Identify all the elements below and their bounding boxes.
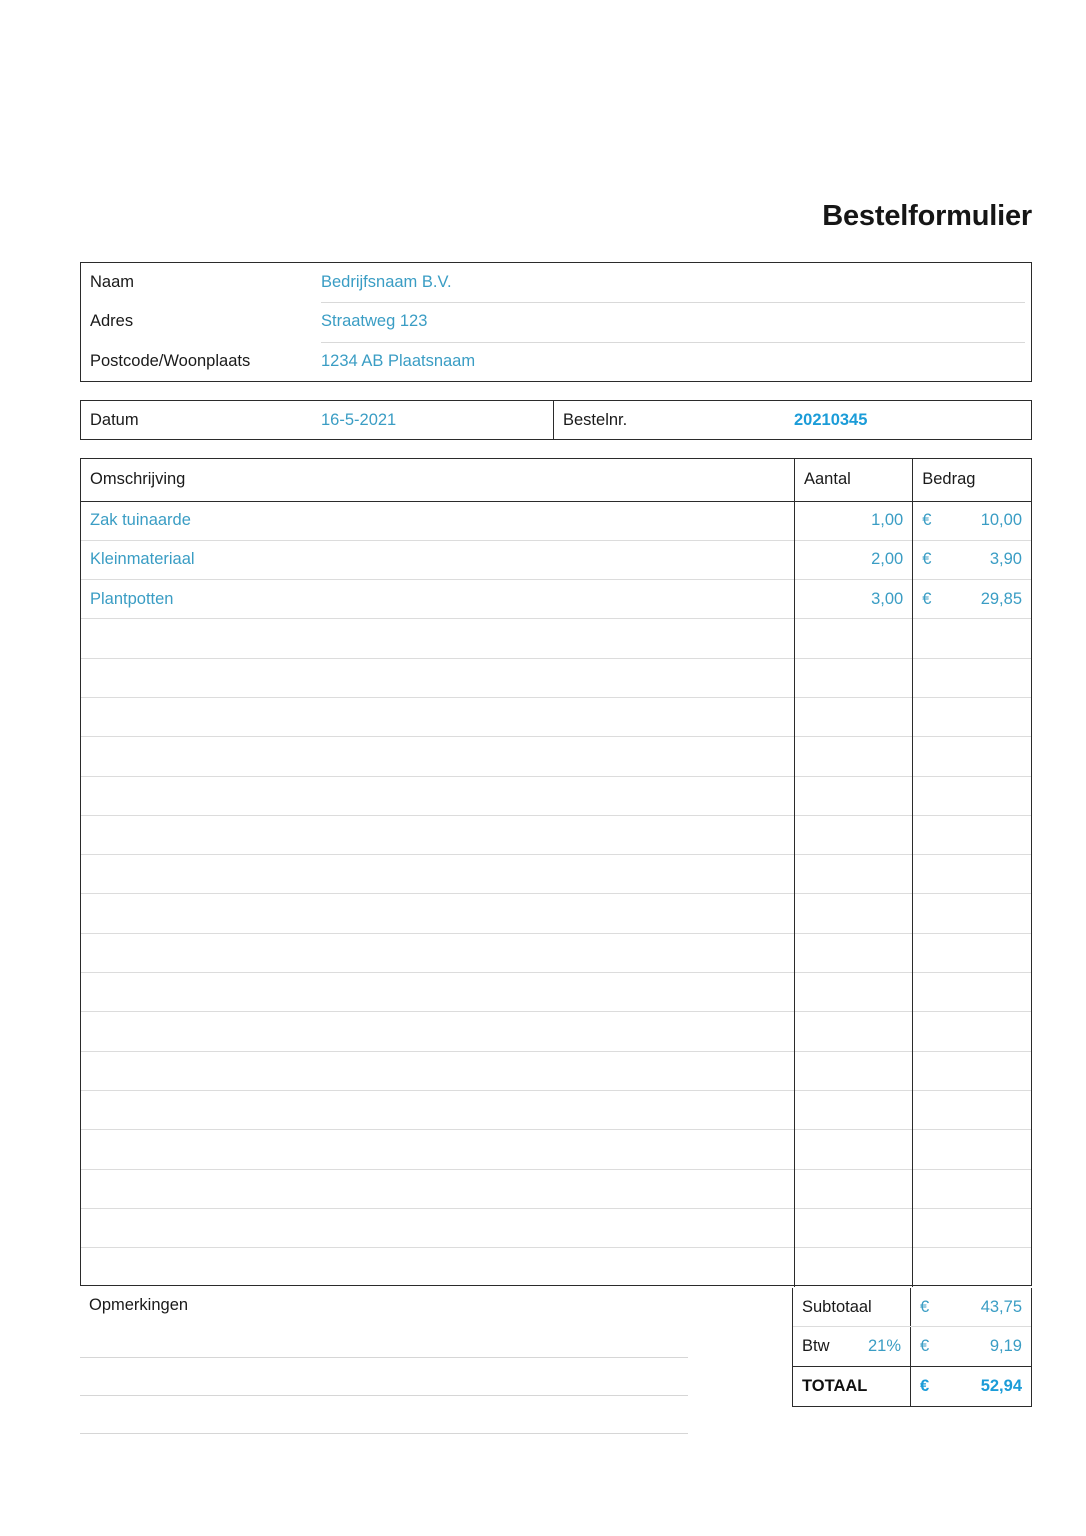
remarks-line[interactable] xyxy=(80,1358,688,1396)
empty-cell[interactable] xyxy=(913,658,1031,697)
table-row-empty[interactable] xyxy=(81,855,1031,894)
empty-cell[interactable] xyxy=(81,658,795,697)
date-cell[interactable] xyxy=(81,401,554,439)
item-description[interactable]: Kleinmateriaal xyxy=(81,540,795,579)
empty-cell[interactable] xyxy=(913,1248,1031,1287)
empty-cell[interactable] xyxy=(795,1130,913,1169)
remarks-label: Opmerkingen xyxy=(89,1296,189,1314)
table-row-empty[interactable] xyxy=(81,1248,1031,1287)
empty-cell[interactable] xyxy=(913,776,1031,815)
remarks-section xyxy=(80,1290,780,1434)
items-table-header-row xyxy=(81,459,1031,501)
remarks-line[interactable] xyxy=(80,1320,688,1358)
vat-label-cell xyxy=(793,1327,911,1365)
items-table-block xyxy=(80,458,1032,1286)
empty-cell[interactable] xyxy=(795,855,913,894)
total-label: TOTAAL xyxy=(802,1376,868,1395)
vat-rate[interactable]: 21% xyxy=(867,1336,901,1355)
item-currency: € xyxy=(922,589,932,608)
item-quantity[interactable]: 2,00 xyxy=(795,540,913,579)
page-title: Bestelformulier xyxy=(822,200,1032,232)
vat-value: 9,19 xyxy=(989,1336,1022,1355)
subtotal-label: Subtotaal xyxy=(802,1297,872,1316)
table-row-empty[interactable] xyxy=(81,1130,1031,1169)
empty-cell[interactable] xyxy=(913,619,1031,658)
table-row-empty[interactable] xyxy=(81,815,1031,854)
table-row-empty[interactable] xyxy=(81,933,1031,972)
totals-row-vat xyxy=(793,1327,1031,1366)
empty-cell[interactable] xyxy=(913,1130,1031,1169)
empty-cell[interactable] xyxy=(81,1248,795,1287)
remarks-lines[interactable] xyxy=(80,1320,780,1434)
empty-cell[interactable] xyxy=(81,737,795,776)
item-amount[interactable] xyxy=(913,501,1031,540)
empty-cell[interactable] xyxy=(795,1208,913,1247)
total-amount-cell xyxy=(911,1367,1031,1406)
empty-cell[interactable] xyxy=(913,815,1031,854)
total-currency: € xyxy=(920,1376,930,1395)
item-amount-value: 3,90 xyxy=(989,550,1022,569)
table-row-empty[interactable] xyxy=(81,1169,1031,1208)
empty-cell[interactable] xyxy=(913,1169,1031,1208)
address-label-naam: Naam xyxy=(90,273,135,292)
item-amount-value: 10,00 xyxy=(980,511,1022,530)
empty-cell[interactable] xyxy=(913,697,1031,736)
table-row-empty[interactable] xyxy=(81,658,1031,697)
totals-block xyxy=(792,1288,1032,1407)
empty-cell[interactable] xyxy=(81,973,795,1012)
address-label-postcode: Postcode/Woonplaats xyxy=(90,351,251,370)
empty-cell[interactable] xyxy=(81,855,795,894)
items-table-body xyxy=(81,501,1031,1287)
empty-cell[interactable] xyxy=(795,1248,913,1287)
empty-cell[interactable] xyxy=(795,776,913,815)
empty-cell[interactable] xyxy=(913,1090,1031,1129)
address-row-naam[interactable] xyxy=(81,263,1031,302)
empty-cell[interactable] xyxy=(913,973,1031,1012)
subtotal-label-cell xyxy=(793,1288,911,1326)
customer-address-block xyxy=(80,262,1032,382)
subtotal-value: 43,75 xyxy=(980,1297,1022,1316)
vat-currency: € xyxy=(920,1336,930,1355)
subtotal-currency: € xyxy=(920,1297,930,1316)
date-label: Datum xyxy=(90,410,139,429)
empty-cell[interactable] xyxy=(795,1012,913,1051)
empty-cell[interactable] xyxy=(81,1208,795,1247)
address-value-naam[interactable]: Bedrijfsnaam B.V. xyxy=(321,273,452,292)
column-header-aantal: Aantal xyxy=(795,459,913,501)
date-ordernumber-block xyxy=(80,400,1032,440)
vat-amount-cell xyxy=(911,1327,1031,1365)
empty-cell[interactable] xyxy=(795,658,913,697)
address-value-postcode[interactable]: 1234 AB Plaatsnaam xyxy=(321,351,476,370)
item-amount[interactable] xyxy=(913,580,1031,619)
item-description[interactable]: Zak tuinaarde xyxy=(90,511,191,530)
table-row-empty[interactable] xyxy=(81,697,1031,736)
ordernumber-value[interactable]: 20210345 xyxy=(794,410,868,429)
empty-cell[interactable] xyxy=(913,1051,1031,1090)
item-currency: € xyxy=(922,550,932,569)
empty-cell[interactable] xyxy=(81,1090,795,1129)
totals-row-total xyxy=(793,1367,1031,1406)
empty-cell[interactable] xyxy=(81,1051,795,1090)
totals-row-subtotal xyxy=(793,1288,1031,1327)
empty-cell[interactable] xyxy=(795,619,913,658)
total-value: 52,94 xyxy=(980,1376,1022,1395)
empty-cell[interactable] xyxy=(795,1169,913,1208)
empty-cell[interactable] xyxy=(913,737,1031,776)
subtotal-amount-cell xyxy=(911,1288,1031,1326)
item-amount[interactable] xyxy=(913,540,1031,579)
empty-cell[interactable] xyxy=(913,855,1031,894)
empty-cell[interactable] xyxy=(795,894,913,933)
empty-cell[interactable] xyxy=(913,933,1031,972)
empty-cell[interactable] xyxy=(913,1012,1031,1051)
empty-cell[interactable] xyxy=(795,973,913,1012)
item-description[interactable]: Plantpotten xyxy=(81,580,795,619)
empty-cell[interactable] xyxy=(913,894,1031,933)
empty-cell[interactable] xyxy=(81,1130,795,1169)
item-quantity[interactable]: 3,00 xyxy=(795,580,913,619)
item-currency: € xyxy=(922,511,932,530)
empty-cell[interactable] xyxy=(795,1051,913,1090)
table-row-empty[interactable] xyxy=(81,737,1031,776)
table-row-empty[interactable] xyxy=(81,1012,1031,1051)
address-label-adres: Adres xyxy=(90,312,134,331)
table-row-empty[interactable] xyxy=(81,619,1031,658)
table-row-empty[interactable] xyxy=(81,973,1031,1012)
date-value[interactable]: 16-5-2021 xyxy=(321,410,397,429)
empty-cell[interactable] xyxy=(81,1169,795,1208)
remarks-line[interactable] xyxy=(80,1396,688,1434)
empty-cell[interactable] xyxy=(81,933,795,972)
address-row-postcode[interactable] xyxy=(81,342,1031,381)
ordernumber-cell[interactable] xyxy=(554,401,1031,439)
empty-cell[interactable] xyxy=(795,933,913,972)
column-header-omschrijving: Omschrijving xyxy=(81,459,795,501)
address-value-adres[interactable]: Straatweg 123 xyxy=(321,312,428,331)
table-row[interactable] xyxy=(81,580,1031,619)
empty-cell[interactable] xyxy=(81,776,795,815)
ordernumber-label: Bestelnr. xyxy=(563,410,628,429)
table-row-empty[interactable] xyxy=(81,1051,1031,1090)
total-label-cell xyxy=(793,1367,911,1406)
empty-cell[interactable] xyxy=(81,619,795,658)
vat-label: Btw xyxy=(802,1336,830,1355)
empty-cell[interactable] xyxy=(795,815,913,854)
empty-cell[interactable] xyxy=(795,737,913,776)
table-row-empty[interactable] xyxy=(81,894,1031,933)
empty-cell[interactable] xyxy=(795,1090,913,1129)
empty-cell[interactable] xyxy=(81,894,795,933)
empty-cell[interactable] xyxy=(81,815,795,854)
table-row-empty[interactable] xyxy=(81,1090,1031,1129)
table-row[interactable] xyxy=(81,501,1031,540)
table-row-empty[interactable] xyxy=(81,776,1031,815)
item-quantity[interactable]: 1,00 xyxy=(795,501,913,540)
empty-cell[interactable] xyxy=(795,697,913,736)
address-row-adres[interactable] xyxy=(81,302,1031,341)
column-header-bedrag: Bedrag xyxy=(913,459,1031,501)
empty-cell[interactable] xyxy=(81,697,795,736)
items-table xyxy=(81,459,1031,1287)
empty-cell[interactable] xyxy=(913,1208,1031,1247)
table-row[interactable] xyxy=(81,540,1031,579)
table-row-empty[interactable] xyxy=(81,1208,1031,1247)
empty-cell[interactable] xyxy=(81,1012,795,1051)
item-amount-value: 29,85 xyxy=(980,589,1022,608)
